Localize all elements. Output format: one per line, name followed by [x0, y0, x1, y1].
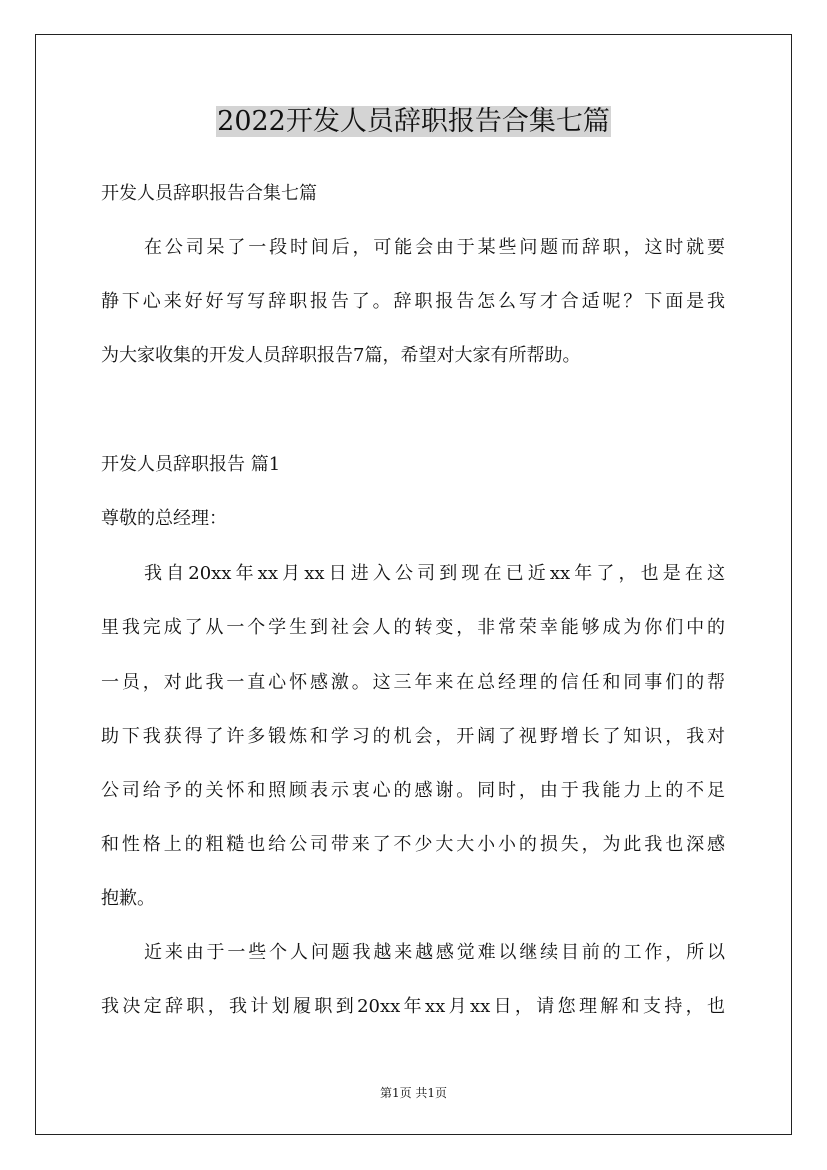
paragraph1-line-2: 里我完成了从一个学生到社会人的转变，非常荣幸能够成为你们中的 [101, 617, 725, 638]
paragraph2-line-1: 近来由于一些个人问题我越来越感觉难以继续目前的工作，所以 [144, 942, 725, 963]
section-heading: 开发人员辞职报告 篇1 [101, 454, 281, 475]
paragraph1-line-7: 抱歉。 [101, 888, 155, 909]
salutation: 尊敬的总经理： [101, 508, 227, 529]
intro-line-3: 为大家收集的开发人员辞职报告7篇，希望对大家有所帮助。 [101, 345, 581, 366]
document-subtitle: 开发人员辞职报告合集七篇 [101, 183, 317, 204]
paragraph1-line-5: 公司给予的关怀和照顾表示衷心的感谢。同时，由于我能力上的不足 [101, 780, 725, 801]
paragraph1-line-4: 助下我获得了许多锻炼和学习的机会，开阔了视野增长了知识，我对 [101, 726, 725, 747]
intro-line-1: 在公司呆了一段时间后，可能会由于某些问题而辞职，这时就要 [144, 237, 725, 258]
document-title [0, 103, 827, 141]
intro-line-2: 静下心来好好写写辞职报告了。辞职报告怎么写才合适呢？下面是我 [101, 291, 725, 312]
page-footer: 第1页 共1页 [379, 1086, 448, 1100]
paragraph1-line-3: 一员，对此我一直心怀感激。这三年来在总经理的信任和同事们的帮 [101, 672, 725, 693]
paragraph2-line-2: 我决定辞职，我计划履职到20xx年xx月xx日，请您理解和支持，也 [101, 996, 725, 1017]
paragraph1-line-1: 我自20xx年xx月xx日进入公司到现在已近xx年了，也是在这 [144, 563, 725, 584]
paragraph1-line-6: 和性格上的粗糙也给公司带来了不少大大小小的损失，为此我也深感 [101, 834, 725, 855]
document-title-text: 2022开发人员辞职报告合集七篇 [217, 106, 610, 137]
